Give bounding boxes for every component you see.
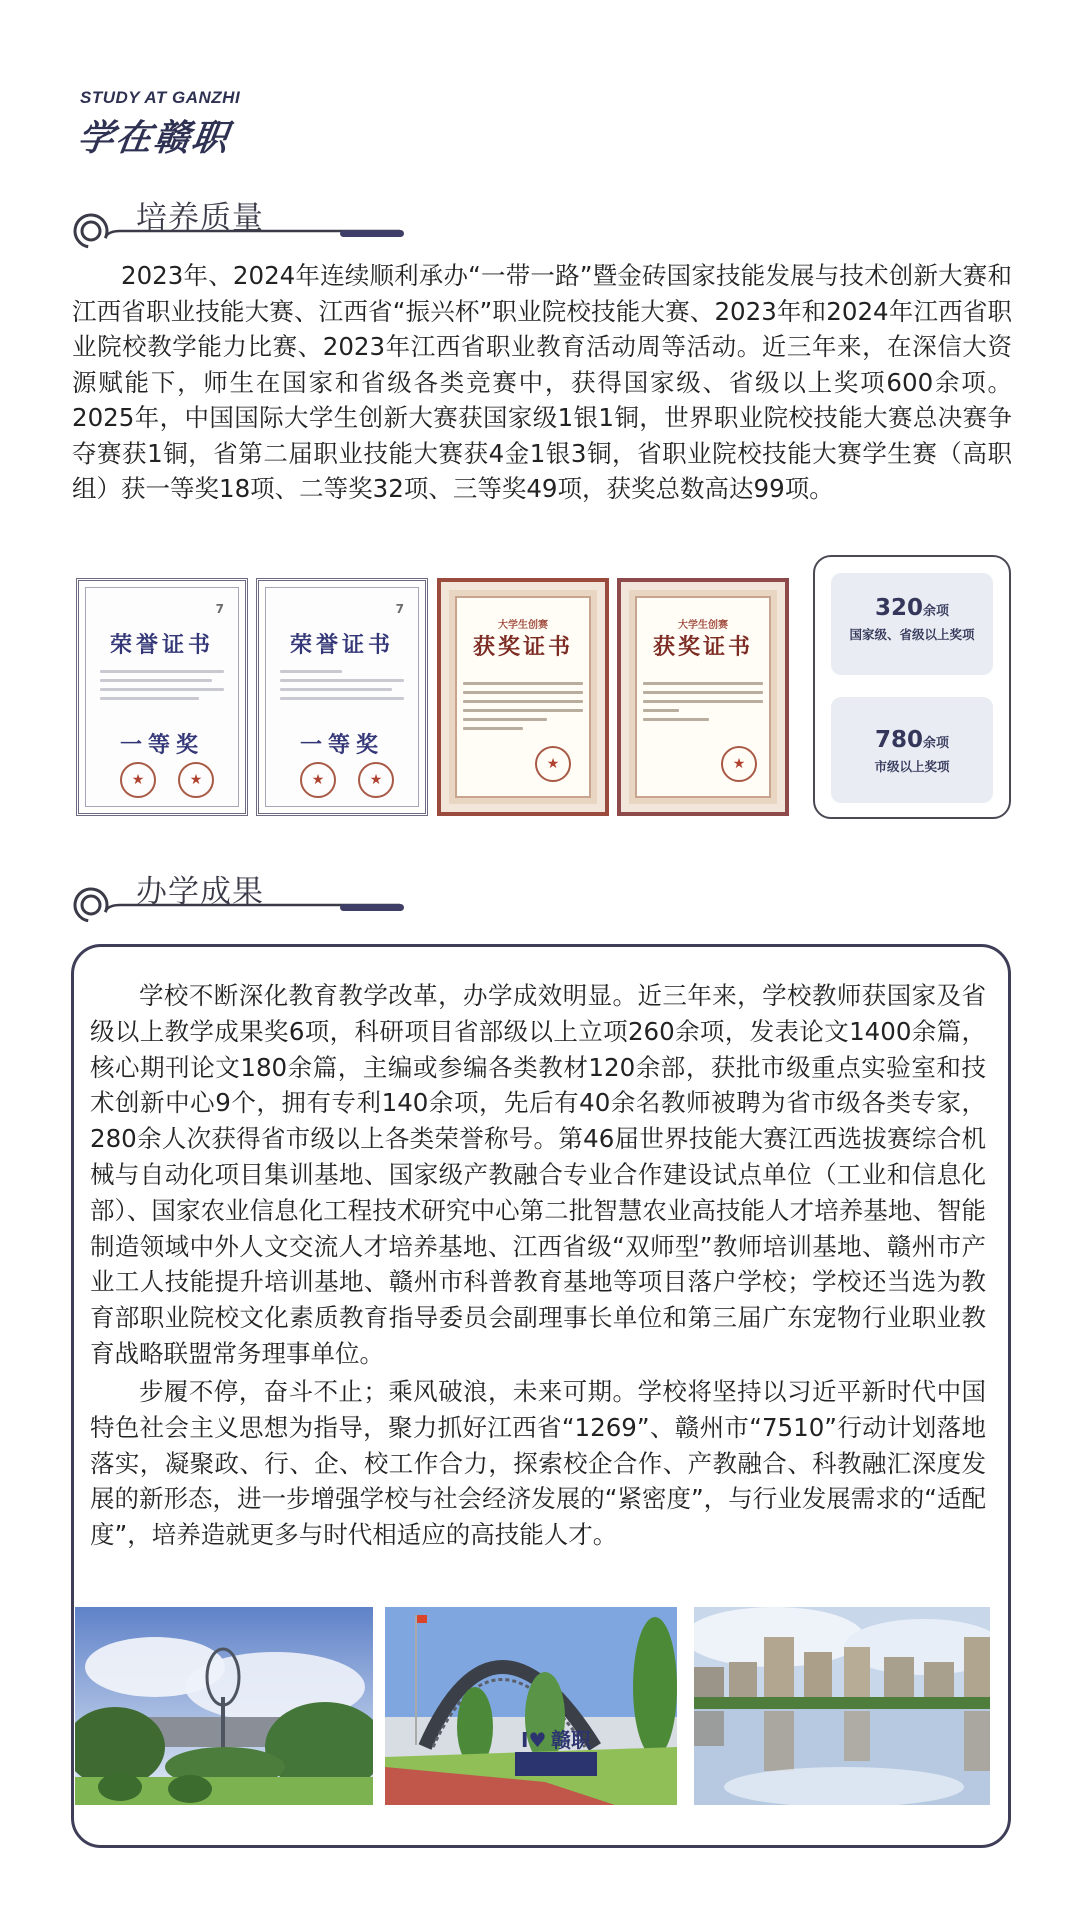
campus-photo-buildings xyxy=(694,1607,990,1805)
stat-number: 320 xyxy=(874,595,923,621)
stat-label: 市级以上奖项 xyxy=(874,759,950,774)
certificate-grade: 一等奖 xyxy=(299,732,384,758)
stat-unit: 余项 xyxy=(923,736,950,751)
certificate-title: 荣誉证书 xyxy=(289,632,394,658)
certificate-logo: 7 xyxy=(215,602,224,616)
stat-unit: 余项 xyxy=(923,604,950,619)
campus-photo-sculpture xyxy=(75,1607,373,1805)
certificate-title: 获奖证书 xyxy=(652,634,753,660)
seal-icon: ★ xyxy=(535,746,571,782)
brand-chinese: 学在赣职 xyxy=(74,118,233,159)
section-title: 办学成果 xyxy=(136,874,264,910)
certificate-image xyxy=(617,578,789,816)
sign-label: 赣职 xyxy=(551,1728,591,1752)
section-heading-achievements xyxy=(70,866,350,926)
certificate-image xyxy=(76,578,248,816)
stats-panel xyxy=(813,555,1011,819)
achievements-paragraph-2: 步履不停，奋斗不止；乘风破浪，未来可期。学校将坚持以习近平新时代中国特色社会主义思想为指导，聚力抓好江西省“1269”、赣州市“7510”行动计划落地落实，凝聚政、行、企、校工作合力，探索校企合作、产教融合、科教融汇深度发展的新形态，进一步增强学校与社会经济发展的“紧密度”，与行业发展需求的“适配度”，培养造就更多与时代相适应的高技能人才。 xyxy=(90,1377,986,1550)
certificate-grade: 一等奖 xyxy=(119,732,204,758)
achievements-paragraph-1: 学校不断深化教育教学改革，办学成效明显。近三年来，学校教师获国家及省级以上教学成果奖6项，科研项目省部级以上立项260余项，发表论文1400余篇，核心期刊论文180余篇，主编或参编各类教材120余部，获批市级重点实验室和技术创新中心9个，拥有专利140余项，先后有40余名教师被聘为省市级各类专家，280余人次获得省市级以上各类荣誉称号。第46届世界技能大赛江西选拔赛综合机械与自动化项目集训基地、国家级产教融合专业合作建设试点单位（工业和信息化部）、国家农业信息化工程技术研究中心第二批智慧农业高技能人才培养基地、智能制造领域中外人文交流人才培养基地、江西省级“双师型”教师培训基地、赣州市产业工人技能提升培训基地、赣州市科普教育基地等项目落户学校；学校还当选为教育部职业院校文化素质教育指导委员会副理事长单位和第三届广东宠物行业职业教育战略联盟常务理事单位。 xyxy=(90,981,986,1368)
quality-paragraph: 2023年、2024年连续顺利承办“一带一路”暨金砖国家技能发展与技术创新大赛和江西省职业技能大赛、江西省“振兴杯”职业院校技能大赛、2023年和2024年江西省职业院校教学能力比赛、2023年江西省职业教育活动周等活动。近三年来，在深信大资源赋能下，师生在国家和省级各类竞赛中，获得国家级、省级以上奖项600余项。2025年，中国国际大学生创新大赛获国家级1银1铜，世界职业院校技能大赛总决赛争夺赛获1铜，省第二届职业技能大赛获4金1银3铜，省职业院校技能大赛学生赛（高职组）获一等奖18项、二等奖32项、三等奖49项，获奖总数高达99项。 xyxy=(72,261,1012,503)
certificate-image xyxy=(437,578,609,816)
brand-english: STUDY AT GANZHI xyxy=(80,88,241,107)
certificate-title: 获奖证书 xyxy=(472,634,573,660)
campus-photo-arch xyxy=(385,1607,677,1805)
certificate-logo: 大学生创赛 xyxy=(498,620,548,631)
sign-text: I♥ xyxy=(521,1728,547,1752)
section-heading-quality xyxy=(70,192,350,252)
seal-icon: ★ xyxy=(120,762,156,798)
certificate-title: 荣誉证书 xyxy=(109,632,214,658)
seal-icon: ★ xyxy=(178,762,214,798)
seal-icon: ★ xyxy=(721,746,757,782)
stat-card-city xyxy=(831,697,993,803)
stat-number: 780 xyxy=(874,727,923,753)
seal-icon: ★ xyxy=(358,762,394,798)
section-title: 培养质量 xyxy=(136,200,264,236)
stat-card-national xyxy=(831,573,993,675)
seal-icon: ★ xyxy=(300,762,336,798)
stat-label: 国家级、省级以上奖项 xyxy=(849,627,975,642)
certificate-image xyxy=(256,578,428,816)
certificate-logo: 7 xyxy=(395,602,404,616)
certificate-logo: 大学生创赛 xyxy=(678,620,728,631)
